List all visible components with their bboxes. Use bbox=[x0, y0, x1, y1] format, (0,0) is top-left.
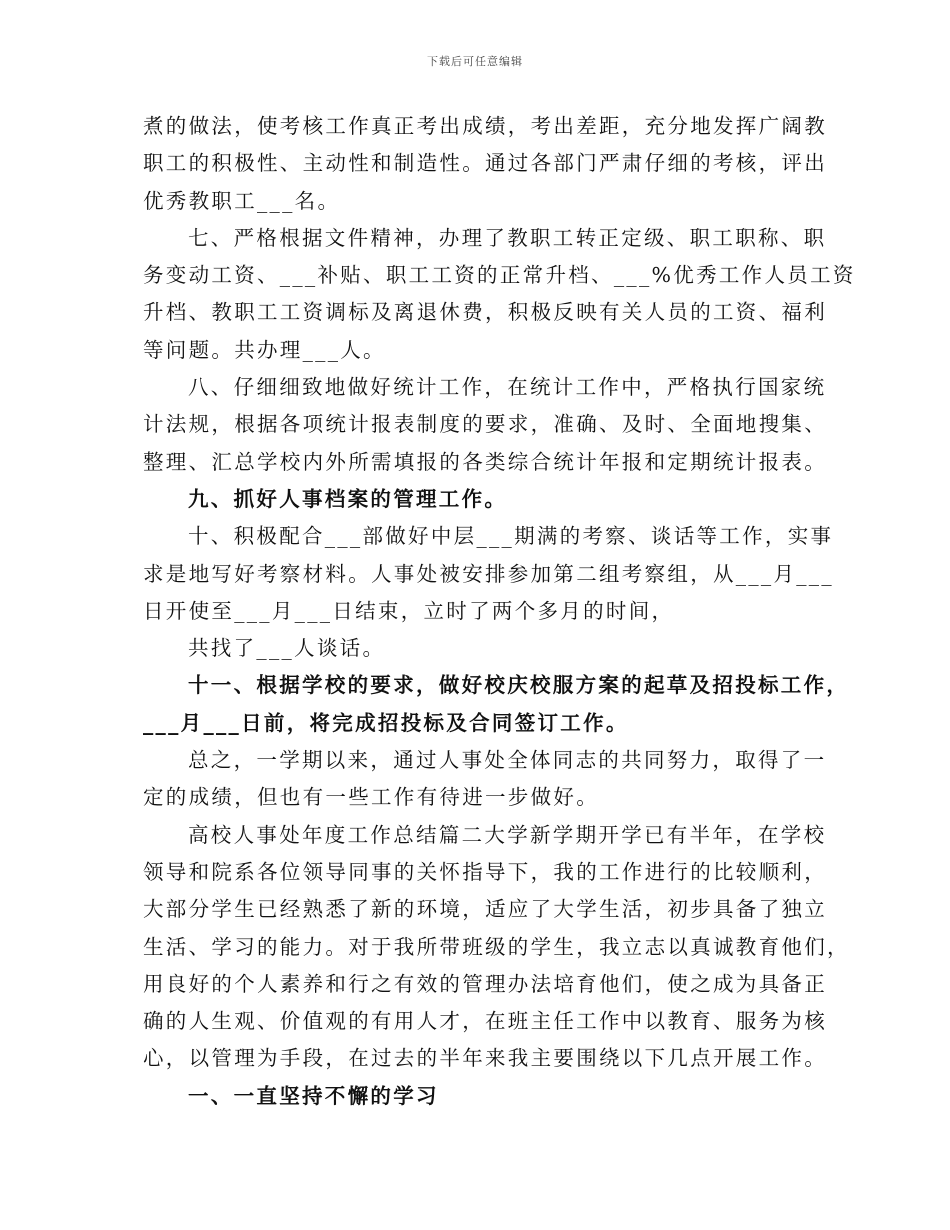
paragraph-line: 领导和院系各位领导同事的关怀指导下，我的工作进行的比较顺利， bbox=[143, 859, 827, 884]
paragraph-line: 日开使至___月___日结束，立时了两个多月的时间， bbox=[143, 598, 675, 623]
page-header: 下载后可任意编辑 bbox=[427, 55, 523, 68]
paragraph-line: 计法规，根据各项统计报表制度的要求，准确、及时、全面地搜集、 bbox=[143, 412, 827, 437]
paragraph-line: 定的成绩，但也有一些工作有待进一步做好。 bbox=[143, 785, 599, 810]
paragraph-line: 等问题。共办理___人。 bbox=[143, 337, 386, 362]
paragraph-line: 确的人生观、价值观的有用人才，在班主任工作中以教育、服务为核 bbox=[143, 1009, 827, 1034]
paragraph-line: 七、严格根据文件精神，办理了教职工转正定级、职工职称、职 bbox=[188, 225, 827, 250]
paragraph-line: 升档、教职工工资调标及离退休费，积极反映有关人员的工资、福利 bbox=[143, 300, 827, 325]
paragraph-line: 十、积极配合___部做好中层___期满的考察、谈话等工作，实事 bbox=[188, 524, 834, 549]
paragraph-line: 务变动工资、___补贴、职工工资的正常升档、___%优秀工作人员工资 bbox=[143, 263, 856, 288]
paragraph-line: 优秀教职工___名。 bbox=[143, 188, 341, 213]
paragraph-line: 求是地写好考察材料。人事处被安排参加第二组考察组，从___月___ bbox=[143, 561, 834, 586]
section-heading: 一、一直坚持不懈的学习 bbox=[188, 1083, 439, 1108]
paragraph-line: 八、仔细细致地做好统计工作，在统计工作中，严格执行国家统 bbox=[188, 375, 827, 400]
paragraph-line: 共找了___人谈话。 bbox=[188, 636, 386, 661]
document-body bbox=[143, 108, 856, 1115]
paragraph-line: 用良好的个人素养和行之有效的管理办法培育他们，使之成为具备正 bbox=[143, 971, 827, 996]
paragraph-line: 职工的积极性、主动性和制造性。通过各部门严肃仔细的考核，评出 bbox=[143, 151, 827, 176]
paragraph-line: 高校人事处年度工作总结篇二大学新学期开学已有半年，在学校 bbox=[188, 822, 827, 847]
section-heading: 十一、根据学校的要求，做好校庆校服方案的起草及招投标工作， bbox=[188, 673, 850, 698]
paragraph-line: 煮的做法，使考核工作真正考出成绩，考出差距，充分地发挥广阔教 bbox=[143, 114, 827, 138]
paragraph-line: 大部分学生已经熟悉了新的环境，适应了大学生活，初步具备了独立 bbox=[143, 897, 827, 922]
paragraph-line: 生活、学习的能力。对于我所带班级的学生，我立志以真诚教育他们， bbox=[143, 934, 850, 959]
paragraph-line: 总之，一学期以来，通过人事处全体同志的共同努力，取得了一 bbox=[188, 748, 827, 773]
section-heading: ___月___日前，将完成招投标及合同签订工作。 bbox=[143, 710, 629, 735]
paragraph-line: 心，以管理为手段，在过去的半年来我主要围绕以下几点开展工作。 bbox=[143, 1046, 827, 1071]
paragraph-line: 整理、汇总学校内外所需填报的各类综合统计年报和定期统计报表。 bbox=[143, 449, 827, 474]
section-heading: 九、抓好人事档案的管理工作。 bbox=[188, 486, 508, 511]
